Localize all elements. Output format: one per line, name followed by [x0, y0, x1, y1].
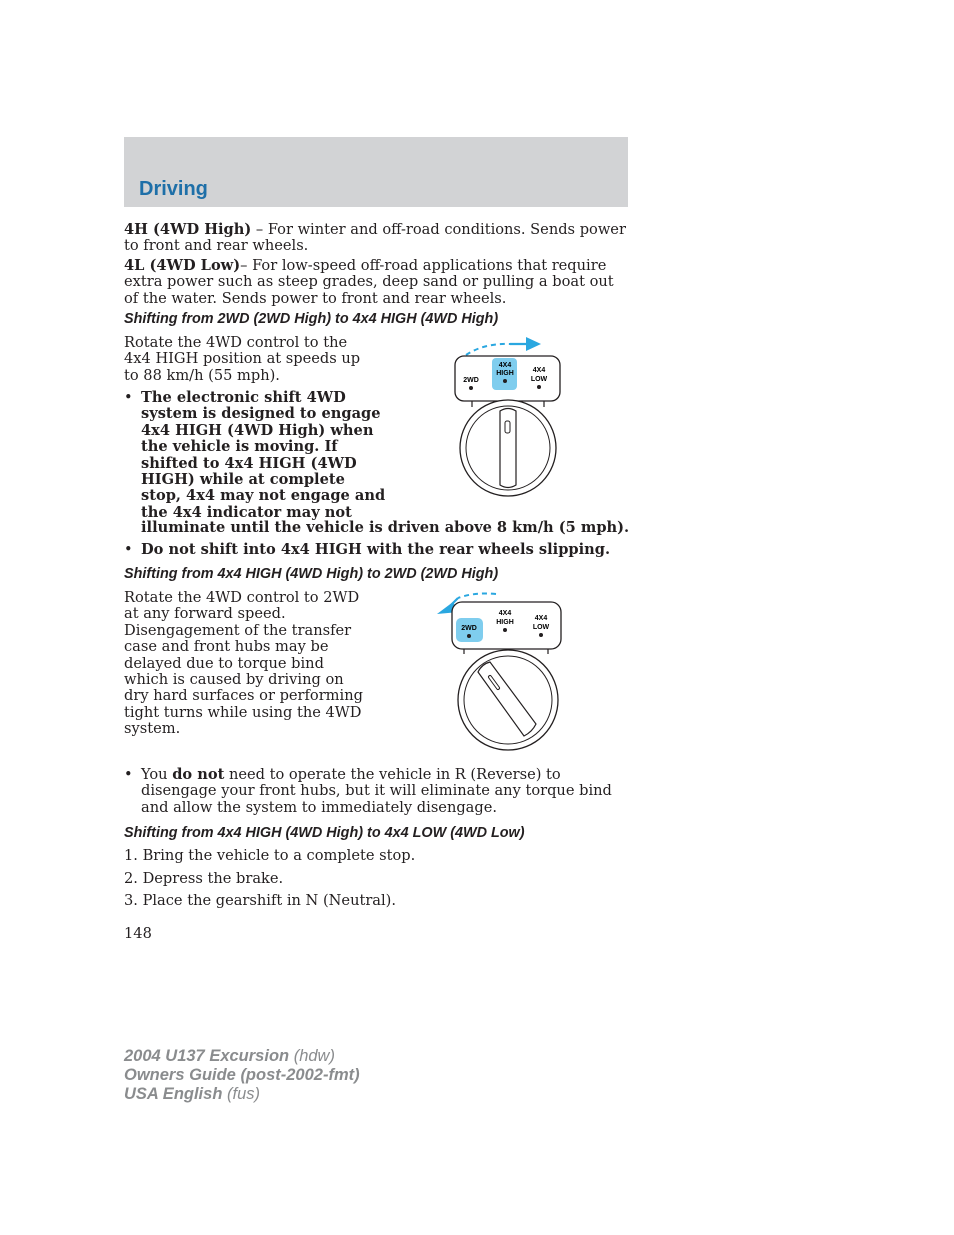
paragraph-rotate-to-high: Rotate the 4WD control to the 4x4 HIGH position at speeds up to 88 km/h (55 mph).	[124, 334, 361, 384]
footer-language-code: (fus)	[222, 1085, 260, 1103]
document-footer	[124, 1047, 360, 1104]
bullet-reverse-bold: do not	[172, 766, 225, 783]
section-title: Driving	[139, 178, 208, 200]
position-dot-icon	[503, 379, 507, 383]
term-4h: 4H (4WD High)	[124, 221, 252, 238]
label-4x4-high-top: 4X4	[498, 362, 512, 369]
rotation-path	[458, 594, 496, 599]
paragraph-4h	[124, 222, 628, 255]
4wd-control-figure-2wd	[436, 590, 566, 755]
footer-language: USA English	[124, 1085, 223, 1103]
heading-4x4-high-to-2wd: Shifting from 4x4 HIGH (4WD High) to 2WD (2WD High)	[124, 566, 499, 582]
footer-model-code: (hdw)	[289, 1047, 335, 1065]
footer-line-3	[124, 1085, 360, 1104]
bullet-reverse-post: need to operate the vehicle in R (Reverse) to disengage your front hubs, but it will eliminate any torque bind and allow the system to immediately disengage.	[141, 766, 612, 816]
label-high: HIGH	[496, 619, 514, 626]
text-4l: – For low-speed off-road applications that require extra power such as steep grades, deep sand or pulling a boat out of the water. Sends power to front and rear wheels.	[124, 257, 614, 307]
bullet-reverse-pre: You	[141, 766, 173, 783]
label-4x4-low-top: 4X4	[532, 367, 546, 374]
footer-line-2	[124, 1066, 360, 1085]
bullet-electronic-shift: The electronic shift 4WD system is designed to engage 4x4 HIGH (4WD High) when the vehicle is moving. If shifted to 4x4 HIGH (4WD HIGH) while at complete stop, 4x4 may not engage and the 4x4 indicator may not	[141, 389, 386, 521]
label-2wd: 2WD	[461, 625, 477, 632]
bullet-marker: •	[124, 541, 133, 558]
label-low: LOW	[532, 624, 550, 631]
label-high: HIGH	[496, 370, 514, 377]
4wd-control-figure-high	[448, 335, 568, 505]
label-low: LOW	[530, 376, 548, 383]
footer-model: 2004 U137 Excursion	[124, 1047, 290, 1065]
step-1: 1. Bring the vehicle to a complete stop.	[124, 847, 416, 864]
section-header-bar	[124, 137, 628, 207]
position-dot-icon	[467, 634, 471, 638]
paragraph-rotate-to-2wd: Rotate the 4WD control to 2WD at any forward speed. Disengagement of the transfer case and front hubs may be delayed due to torque bind which is caused by driving on dry hard surfaces or performing tight turns while using the 4WD system.	[124, 589, 363, 738]
step-2: 2. Depress the brake.	[124, 870, 284, 887]
knob-grip	[500, 409, 516, 488]
bullet-marker: •	[124, 766, 133, 783]
arrow-right-icon	[526, 337, 541, 351]
term-4l: 4L (4WD Low)	[124, 257, 241, 274]
bullet-electronic-shift-tail: illuminate until the vehicle is driven above 8 km/h (5 mph).	[141, 519, 630, 536]
heading-2wd-to-4x4-high: Shifting from 2WD (2WD High) to 4x4 HIGH (4WD High)	[124, 311, 499, 327]
step-3: 3. Place the gearshift in N (Neutral).	[124, 892, 397, 909]
label-4x4-high-top: 4X4	[498, 610, 512, 617]
paragraph-4l	[124, 258, 630, 307]
position-dot-icon	[503, 628, 507, 632]
page-number: 148	[124, 925, 152, 942]
position-dot-icon	[469, 386, 473, 390]
label-4x4-low-top: 4X4	[534, 615, 548, 622]
bullet-marker: •	[124, 389, 133, 406]
heading-4x4-high-to-low: Shifting from 4x4 HIGH (4WD High) to 4x4 LOW (4WD Low)	[124, 825, 525, 841]
footer-guide: Owners Guide (post-2002-fmt)	[124, 1066, 360, 1084]
rotation-path	[466, 344, 510, 355]
text-4h: – For winter and off-road conditions. Sends power to front and rear wheels.	[124, 221, 626, 255]
position-dot-icon	[537, 385, 541, 389]
bullet-reverse-not-needed	[141, 767, 628, 816]
footer-line-1	[124, 1047, 360, 1066]
position-dot-icon	[539, 633, 543, 637]
bullet-do-not-shift: Do not shift into 4x4 HIGH with the rear wheels slipping.	[141, 541, 611, 558]
label-2wd: 2WD	[463, 377, 479, 384]
